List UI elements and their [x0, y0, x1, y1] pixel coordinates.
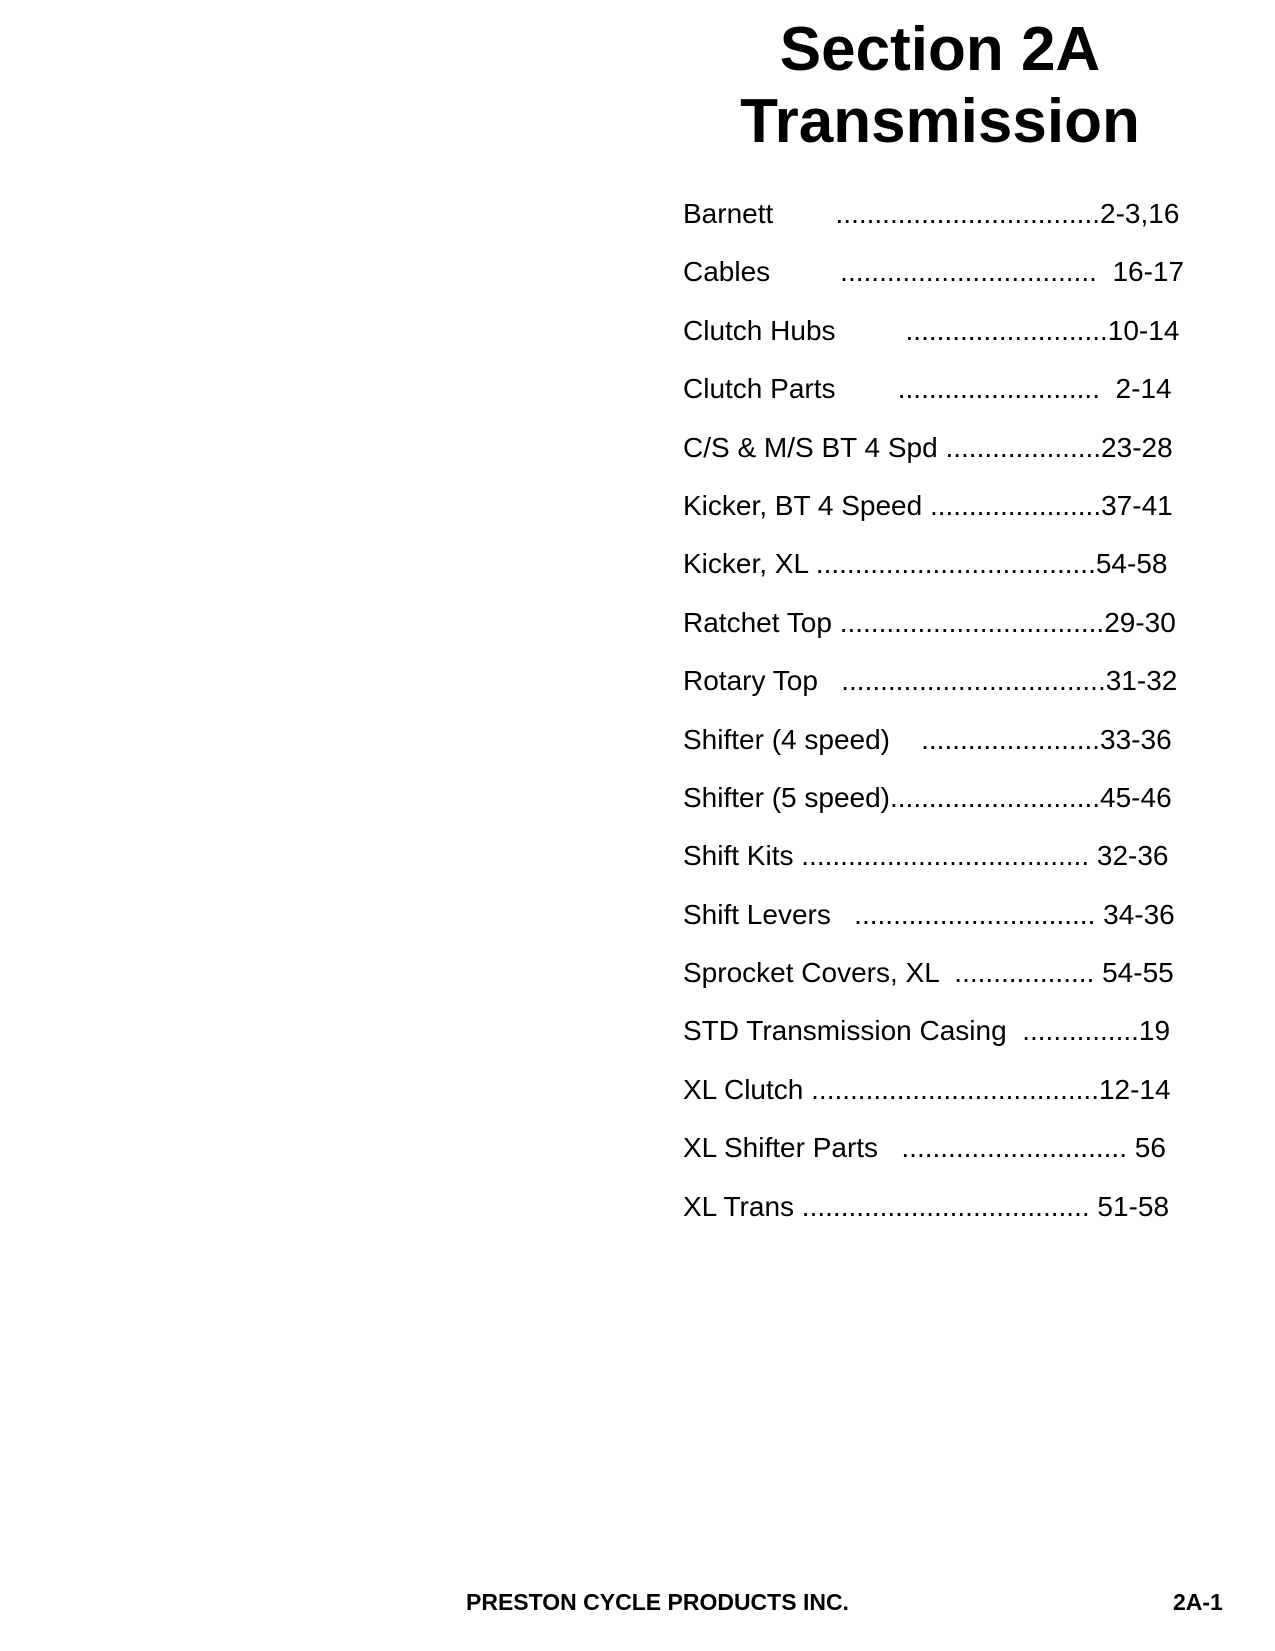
- toc-entry-xl-trans: XL Trans ..................................... 51-58: [683, 1190, 1170, 1222]
- table-of-contents: [683, 198, 1203, 1249]
- toc-entry-xl-shifter-parts: XL Shifter Parts ............................. 56: [683, 1132, 1166, 1164]
- toc-entry-shift-kits: Shift Kits ..................................... 32-36: [683, 840, 1169, 872]
- section-title-line2: Transmission: [740, 87, 1140, 156]
- toc-entry-shifter-4-speed: Shifter (4 speed) .......................33-36: [683, 723, 1172, 755]
- section-title: [675, 14, 1205, 158]
- toc-entry-shifter-5-speed: Shifter (5 speed)...........................45-46: [683, 781, 1172, 813]
- footer-company-name: PRESTON CYCLE PRODUCTS INC.: [466, 1589, 849, 1615]
- toc-entry-ratchet-top: Ratchet Top ..................................29-30: [683, 606, 1176, 638]
- toc-entry-kicker-bt-4-speed: Kicker, BT 4 Speed ......................37-41: [683, 489, 1173, 521]
- toc-entry-cables: Cables ................................. 16-17: [683, 256, 1185, 288]
- toc-entry-barnett: Barnett ..................................2-3,16: [683, 198, 1180, 229]
- footer-page-number: 2A-1: [1173, 1589, 1223, 1615]
- toc-entry-rotary-top: Rotary Top ..................................31-32: [683, 665, 1178, 697]
- toc-entry-sprocket-covers-xl: Sprocket Covers, XL .................. 54-55: [683, 957, 1174, 989]
- toc-entry-clutch-hubs: Clutch Hubs ..........................10-14: [683, 314, 1180, 346]
- toc-entry-kicker-xl: Kicker, XL ....................................54-58: [683, 548, 1168, 580]
- toc-entry-xl-clutch: XL Clutch .....................................12-14: [683, 1073, 1171, 1105]
- toc-entry-cs-ms-bt-4spd: C/S & M/S BT 4 Spd ....................23-28: [683, 431, 1173, 463]
- section-title-line1: Section 2A: [779, 15, 1101, 84]
- toc-entry-std-transmission-casing: STD Transmission Casing ...............19: [683, 1015, 1171, 1047]
- toc-entry-clutch-parts: Clutch Parts .......................... 2-14: [683, 373, 1172, 405]
- toc-entry-shift-levers: Shift Levers ............................... 34-36: [683, 898, 1175, 930]
